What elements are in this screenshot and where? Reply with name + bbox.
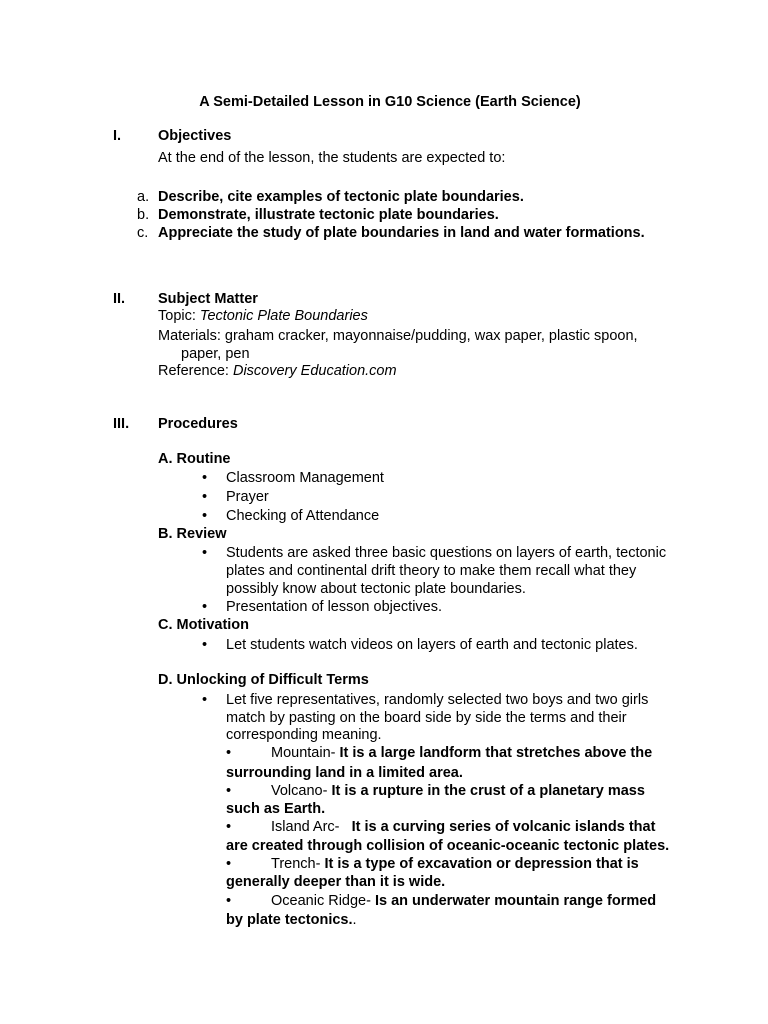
list-item: Prayer <box>226 489 269 505</box>
term-definition-cont: generally deeper than it is wide. <box>226 874 446 890</box>
term-definition: It is a large landform that stretches above the <box>339 745 653 761</box>
bullet-icon: • <box>202 692 208 708</box>
bullet-icon: • <box>202 508 208 524</box>
bullet-icon: • <box>226 819 232 835</box>
section-heading-objectives: Objectives <box>158 128 232 144</box>
objective-letter: a. <box>137 189 150 205</box>
term-row <box>271 818 655 836</box>
materials-line-cont: paper, pen <box>181 346 250 362</box>
term-definition-cont: are created through collision of oceanic-oceanic tectonic plates. <box>226 838 670 854</box>
bullet-icon: • <box>226 893 232 909</box>
reference-label: Reference: <box>158 363 233 379</box>
term-definition: It is a rupture in the crust of a planetary mass <box>331 783 645 799</box>
term-name: Island Arc- <box>271 819 352 835</box>
term-row <box>271 744 652 762</box>
section-numeral: I. <box>113 128 122 144</box>
term-name: Volcano- <box>271 783 332 799</box>
term-name: Mountain- <box>271 745 340 761</box>
section-numeral: III. <box>113 416 130 432</box>
bullet-icon: • <box>202 545 208 561</box>
objective-letter: c. <box>137 225 149 241</box>
document-title: A Semi-Detailed Lesson in G10 Science (Earth Science) <box>199 94 581 110</box>
term-row <box>271 782 645 800</box>
term-definition-text: by plate tectonics. <box>226 912 353 928</box>
term-definition: Is an underwater mountain range formed <box>374 893 657 909</box>
bullet-icon: • <box>202 489 208 505</box>
list-item-cont: possibly know about tectonic plate boundaries. <box>226 581 526 597</box>
section-heading-procedures: Procedures <box>158 416 238 432</box>
materials-line: Materials: graham cracker, mayonnaise/pudding, wax paper, plastic spoon, <box>158 328 638 344</box>
list-item: Students are asked three basic questions on layers of earth, tectonic <box>226 545 667 561</box>
term-name: Oceanic Ridge- <box>271 893 375 909</box>
term-definition-tail: . <box>352 912 357 928</box>
bullet-icon: • <box>226 783 232 799</box>
term-name: Trench- <box>271 856 325 872</box>
bullet-icon: • <box>226 745 232 761</box>
list-item-cont: match by pasting on the board side by side the terms and their <box>226 710 627 726</box>
bullet-icon: • <box>202 470 208 486</box>
bullet-icon: • <box>202 599 208 615</box>
list-item-cont: corresponding meaning. <box>226 727 382 743</box>
topic-value: Tectonic Plate Boundaries <box>199 308 368 324</box>
topic-line <box>158 307 368 325</box>
objectives-intro: At the end of the lesson, the students are expected to: <box>158 150 506 166</box>
list-item-cont: plates and continental drift theory to make them recall what they <box>226 563 637 579</box>
term-definition-cont <box>226 911 357 929</box>
list-item: Checking of Attendance <box>226 508 380 524</box>
term-row <box>271 892 656 910</box>
term-definition-cont: surrounding land in a limited area. <box>226 765 463 781</box>
topic-label: Topic: <box>158 308 200 324</box>
section-numeral: II. <box>113 291 126 307</box>
list-item: Let students watch videos on layers of earth and tectonic plates. <box>226 637 638 653</box>
subsection-heading-review: B. Review <box>158 526 227 542</box>
reference-line <box>158 362 397 380</box>
objective-item: Describe, cite examples of tectonic plate boundaries. <box>158 189 524 205</box>
list-item: Classroom Management <box>226 470 384 486</box>
subsection-heading-motivation: C. Motivation <box>158 617 250 633</box>
term-definition-cont: such as Earth. <box>226 801 326 817</box>
objective-item: Appreciate the study of plate boundaries in land and water formations. <box>158 225 645 241</box>
term-definition: It is a curving series of volcanic islands that <box>351 819 656 835</box>
section-heading-subject-matter: Subject Matter <box>158 291 258 307</box>
list-item: Let five representatives, randomly selected two boys and two girls <box>226 692 649 708</box>
subsection-heading-routine: A. Routine <box>158 451 231 467</box>
objective-letter: b. <box>137 207 150 223</box>
bullet-icon: • <box>202 637 208 653</box>
term-row <box>271 855 639 873</box>
reference-value: Discovery Education.com <box>232 363 397 379</box>
list-item: Presentation of lesson objectives. <box>226 599 443 615</box>
term-definition: It is a type of excavation or depression that is <box>324 856 639 872</box>
bullet-icon: • <box>226 856 232 872</box>
subsection-heading-unlocking: D. Unlocking of Difficult Terms <box>158 672 369 688</box>
objective-item: Demonstrate, illustrate tectonic plate boundaries. <box>158 207 499 223</box>
